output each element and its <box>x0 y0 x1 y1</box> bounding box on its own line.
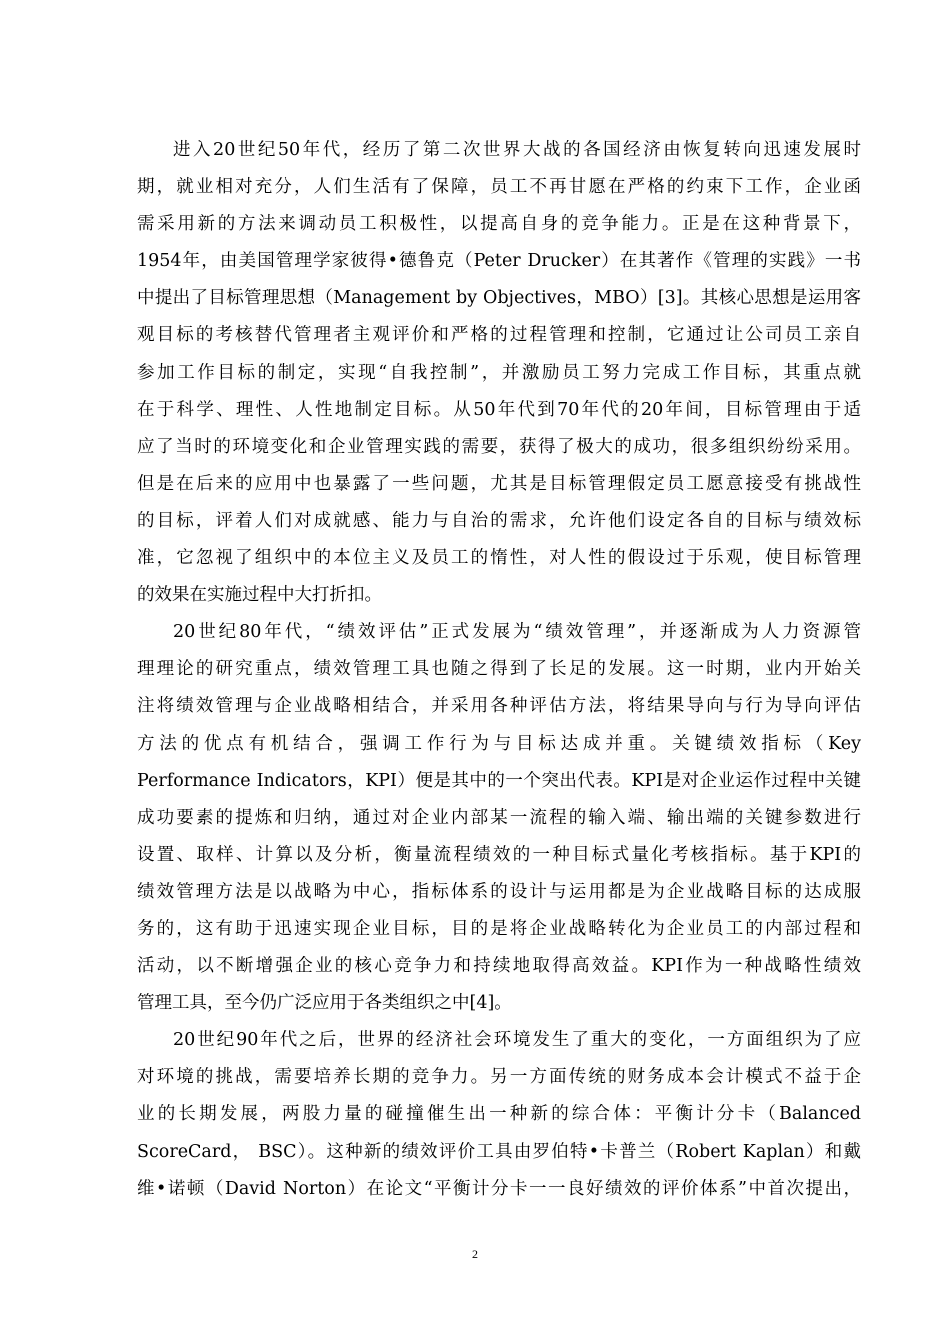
paragraph-1-line-7: 参加工作目标的制定，实现“自我控制”，并激励员工努力完成工作目标，其重点就 <box>137 362 861 383</box>
paragraph-2-line-2: 理理论的研究重点，绩效管理工具也随之得到了长足的发展。这一时期，业内开始关 <box>137 659 861 680</box>
paragraph-1-line-9: 应了当时的环境变化和企业管理实践的需要，获得了极大的成功，很多组织纷纷采用。 <box>137 436 861 457</box>
paragraph-1-line-8: 在于科学、理性、人性地制定目标。从50年代到70年代的20年间，目标管理由于适 <box>137 399 861 420</box>
paragraph-1-line-4: 1954年，由美国管理学家彼得•德鲁克（Peter Drucker）在其著作《管理的实践》一书 <box>137 251 861 272</box>
page-number: 2 <box>472 1247 478 1261</box>
paragraph-1-line-1: 进入20世纪50年代，经历了第二次世界大战的各国经济由恢复转向迅速发展时 <box>173 140 861 160</box>
paragraph-1-line-2: 期，就业相对充分，人们生活有了保障，员工不再甘愿在严格的约束下工作，企业函 <box>137 177 861 198</box>
paragraph-2-line-10: 活动，以不断增强企业的核心竞争力和持续地取得高效益。KPI作为一种战略性绩效 <box>137 956 861 977</box>
paragraph-2-line-1: 20世纪80年代，“绩效评估”正式发展为“绩效管理”，并逐渐成为人力资源管 <box>173 622 861 643</box>
paragraph-3-line-2: 对环境的挑战，需要培养长期的竞争力。另一方面传统的财务成本会计模式不益于企 <box>137 1067 861 1088</box>
paragraph-1-line-12: 准，它忽视了组织中的本位主义及员工的惰性，对人性的假设过于乐观，使目标管理 <box>137 548 861 569</box>
paragraph-2-line-3: 注将绩效管理与企业战略相结合，并采用各种评估方法，将结果导向与行为导向评估 <box>137 696 861 717</box>
paragraph-1-line-10: 但是在后来的应用中也暴露了一些问题，尤其是目标管理假定员工愿意接受有挑战性 <box>137 473 861 494</box>
paragraph-3-line-4: ScoreCard， BSC）。这种新的绩效评价工具由罗伯特•卡普兰（Robert Kaplan）和戴 <box>137 1141 861 1162</box>
paragraph-1-line-5: 中提出了目标管理思想（Management by Objectives，MBO）[3]。其核心思想是运用客 <box>137 288 861 309</box>
paragraph-3-line-1: 20世纪90年代之后，世界的经济社会环境发生了重大的变化，一方面组织为了应 <box>173 1030 861 1051</box>
paragraph-1-line-6: 观目标的考核替代管理者主观评价和严格的过程管理和控制，它通过让公司员工亲自 <box>137 325 861 346</box>
paragraph-2-line-11: 管理工具，至今仍广泛应用于各类组织之中[4]。 <box>137 993 512 1014</box>
paragraph-1-line-13: 的效果在实施过程中大打折扣。 <box>137 585 382 606</box>
paragraph-2-line-7: 设置、取样、计算以及分析，衡量流程绩效的一种目标式量化考核指标。基于KPI的 <box>137 844 861 865</box>
paragraph-2-line-5: Performance Indicators，KPI）便是其中的一个突出代表。KPI是对企业运作过程中关键 <box>137 770 861 791</box>
paragraph-3-line-5: 维•诺顿（David Norton）在论文“平衡计分卡一一良好绩效的评价体系”中首次提出， <box>137 1178 861 1199</box>
paragraph-3-line-3: 业的长期发展，两股力量的碰撞催生出一种新的综合体：平衡计分卡（Balanced <box>137 1104 861 1125</box>
paragraph-2-line-6: 成功要素的提炼和归纳，通过对企业内部某一流程的输入端、输出端的关键参数进行 <box>137 807 861 828</box>
paragraph-2-line-8: 绩效管理方法是以战略为中心，指标体系的设计与运用都是为企业战略目标的达成服 <box>137 881 861 902</box>
paragraph-1-line-3: 需采用新的方法来调动员工积极性，以提高自身的竞争能力。正是在这种背景下， <box>137 214 861 235</box>
paragraph-2-line-9: 务的，这有助于迅速实现企业目标，目的是将企业战略转化为企业员工的内部过程和 <box>137 918 861 939</box>
body-text <box>137 132 861 1208</box>
paragraph-2-line-4: 方法的优点有机结合，强调工作行为与目标达成并重。关键绩效指标（Key <box>137 733 861 754</box>
paragraph-1-line-11: 的目标，评着人们对成就感、能力与自治的需求，允许他们设定各自的目标与绩效标 <box>137 510 861 531</box>
